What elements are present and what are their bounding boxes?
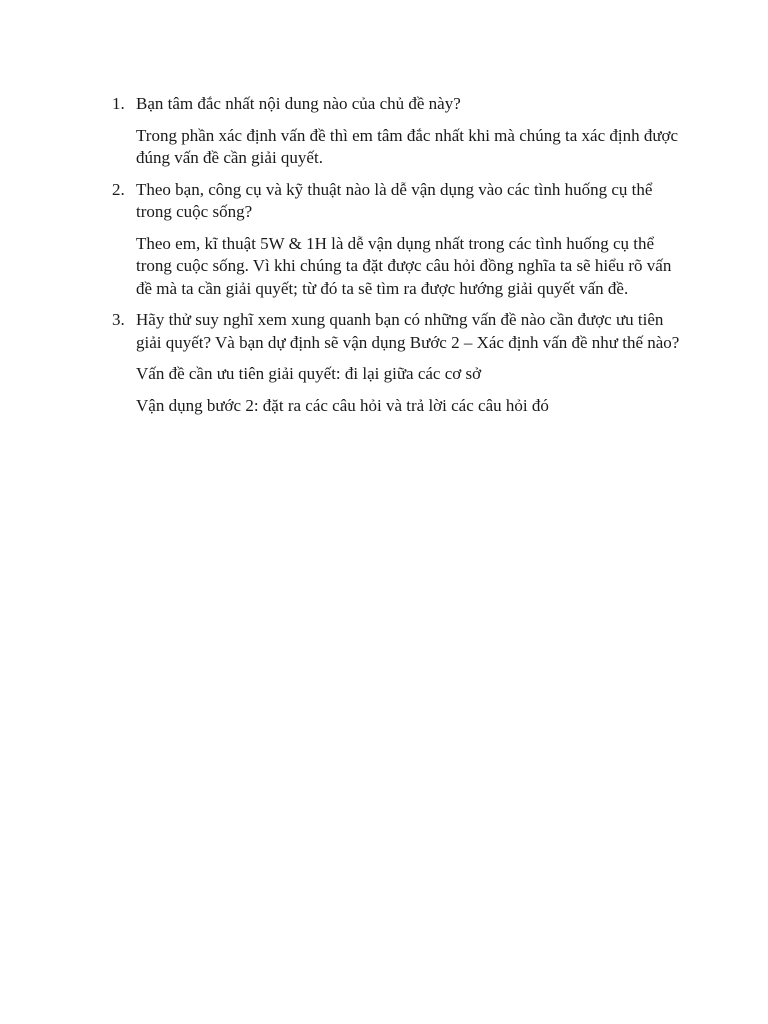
question-item-2 xyxy=(112,179,682,301)
question-item-1 xyxy=(112,93,682,170)
question-item-3 xyxy=(112,309,682,417)
question-text: Theo bạn, công cụ và kỹ thuật nào là dễ vận dụng vào các tình huống cụ thể trong cuộc sống? xyxy=(136,179,653,221)
answer-text: Trong phần xác định vấn đề thì em tâm đắc nhất khi mà chúng ta xác định được đúng vấn đề cần giải quyết. xyxy=(136,125,679,167)
question-text: Bạn tâm đắc nhất nội dung nào của chủ đề này? xyxy=(136,94,461,113)
answer-text: Vận dụng bước 2: đặt ra các câu hỏi và trả lời các câu hỏi đó xyxy=(136,395,549,415)
item-number: 1. xyxy=(112,94,125,113)
item-number: 3. xyxy=(112,310,125,329)
question-text: Hãy thử suy nghĩ xem xung quanh bạn có những vấn đề nào cần được ưu tiên giải quyết? Và bạn dự định sẽ vận dụng Bước 2 – Xác định vấn đề như thế nào? xyxy=(136,310,680,352)
answer-text: Vấn đề cần ưu tiên giải quyết: đi lại giữa các cơ sở xyxy=(136,364,482,383)
answer-text: Theo em, kĩ thuật 5W & 1H là dễ vận dụng nhất trong các tình huống cụ thể trong cuộc sống. Vì khi chúng ta đặt được câu hỏi đồng nghĩa ta sẽ hiểu rõ vấn đề mà ta cần giải quyết; từ đó ta sẽ tìm ra được hướng giải quyết vấn đề. xyxy=(136,233,672,298)
item-number: 2. xyxy=(112,179,125,199)
question-list xyxy=(112,93,682,426)
